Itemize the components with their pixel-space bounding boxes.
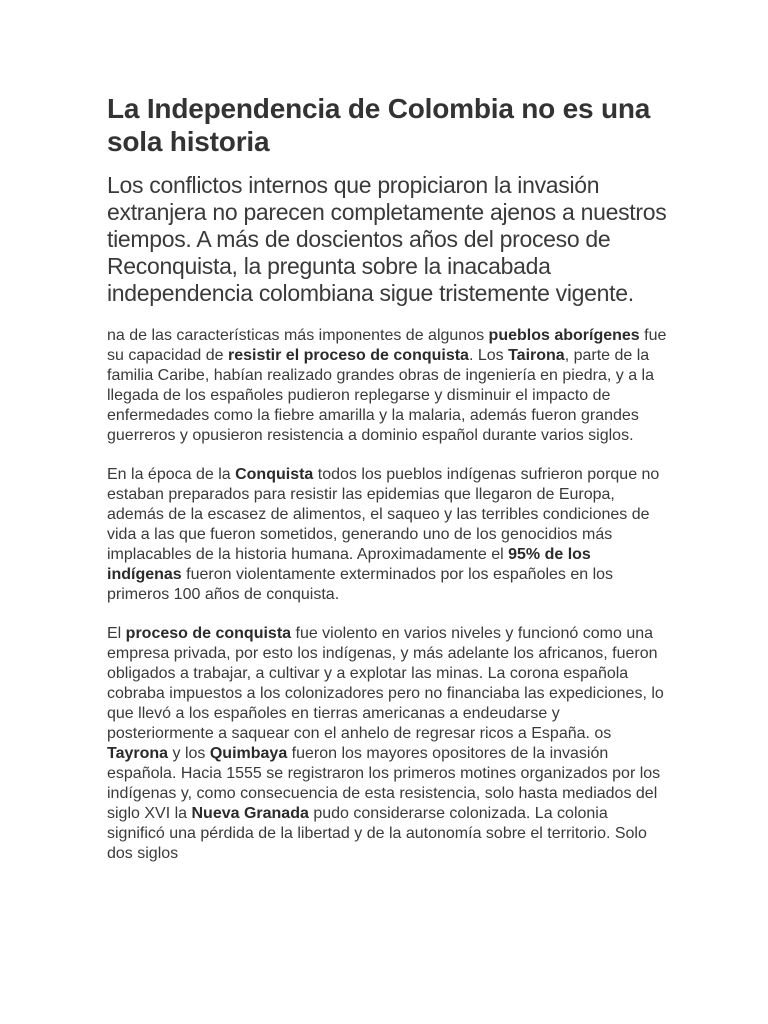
text-segment: todos los pueblos indígenas sufrieron porque no estaban preparados para resistir las epidemias que llegaron de Europa, además de la escasez de alimentos, el saqueo y las terribles condiciones de vida a las que fueron sometidos, generando uno de los genocidios más implacables de la historia humana. Aproximadamente el <box>107 466 660 563</box>
text-segment: En la época de la <box>107 466 236 483</box>
bold-segment: Conquista <box>235 466 314 483</box>
text-segment: fue su capacidad de <box>107 327 667 364</box>
bold-segment: Tayrona <box>107 745 169 762</box>
text-segment: na de las características más imponentes de algunos <box>107 327 489 344</box>
text-segment: fueron los mayores opositores de la invasión española. Hacia 1555 se registraron los primeros motines organizados por los indígenas y, como consecuencia de esta resistencia, solo hasta mediados del siglo XVI la <box>107 745 661 822</box>
text-segment: . Los <box>468 347 509 364</box>
bold-segment: Quimbaya <box>209 745 288 762</box>
text-segment: pudo considerarse colonizada. La colonia significó una pérdida de la libertad y de la autonomía sobre el territorio. Solo dos siglos <box>107 805 647 862</box>
text-segment: , parte de la familia Caribe, habían realizado grandes obras de ingeniería en piedra, y a la llegada de los españoles pudieron replegarse y disminuir el impacto de enfermedades como la fiebre amarilla y la malaria, además fueron grandes guerreros y opusieron resistencia a dominio español durante varios siglos. <box>107 347 655 444</box>
bold-segment: resistir el proceso de conquista <box>227 347 469 364</box>
bold-segment: proceso de conquista <box>125 625 292 642</box>
paragraph-1 <box>107 326 667 446</box>
bold-segment: Tairona <box>508 347 565 364</box>
text-segment: y los <box>168 745 210 762</box>
paragraph-2 <box>107 465 667 605</box>
paragraph-3 <box>107 624 667 864</box>
text-segment: fueron violentamente exterminados por los españoles en los primeros 100 años de conquista. <box>107 566 614 603</box>
document-page <box>107 92 667 864</box>
bold-segment: 95% de los indígenas <box>107 546 591 583</box>
article-lead: Los conflictos internos que propiciaron la invasión extranjera no parecen completamente ajenos a nuestros tiempos. A más de doscientos años del proceso de Reconquista, la pregunta sobre la inacabada independencia colombiana sigue tristemente vigente. <box>107 172 667 306</box>
article-title: La Independencia de Colombia no es una sola historia <box>107 93 651 157</box>
bold-segment: Nueva Granada <box>191 805 309 822</box>
text-segment: El <box>107 625 126 642</box>
text-segment: fue violento en varios niveles y funcionó como una empresa privada, por esto los indígenas, y más adelante los africanos, fueron obligados a trabajar, a cultivar y a explotar las minas. La corona española cobraba impuestos a los colonizadores pero no financiaba las expediciones, lo que llevó a los españoles en tierras americanas a endeudarse y posteriormente a saquear con el anhelo de regresar ricos a España. os <box>107 625 664 742</box>
bold-segment: pueblos aborígenes <box>488 327 640 344</box>
